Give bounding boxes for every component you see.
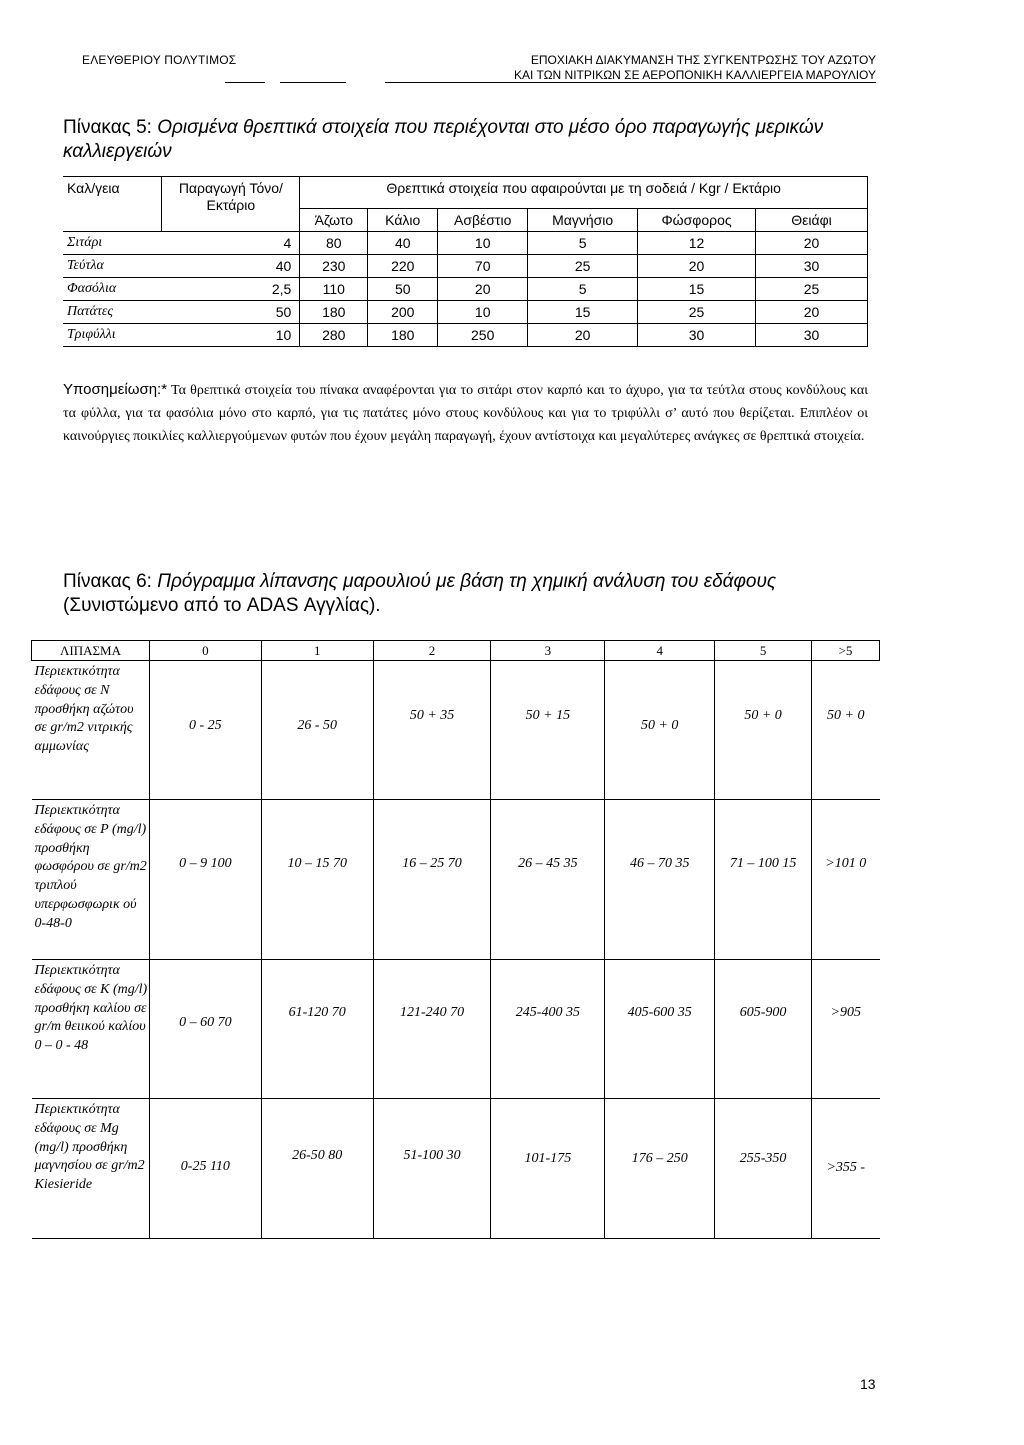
t6-cell: 255-350: [715, 1099, 812, 1239]
t6-cell: 245-400 35: [491, 960, 605, 1099]
t5-cell: 50: [368, 278, 438, 301]
footnote: [63, 378, 868, 448]
t5-cell: 80: [300, 232, 368, 255]
t5-cell: 5: [528, 278, 638, 301]
t5-body: [63, 232, 868, 347]
header-title-line2: ΚΑΙ ΤΩΝ ΝΙΤΡΙΚΩΝ ΣΕ ΑΕΡΟΠΟΝΙΚΗ ΚΑΛΛΙΕΡΓΕΙΑ ΜΑΡΟΥΛΙΟΥ: [514, 68, 876, 82]
table6-title: [63, 570, 893, 618]
table-row: [63, 255, 868, 278]
t6-cell: 0 – 60 70: [149, 960, 261, 1099]
t5-header-nutrient: Φώσφορος: [638, 209, 756, 232]
t5-production: 4: [162, 232, 300, 255]
t6-header-level: 2: [373, 641, 491, 661]
t5-production: 40: [162, 255, 300, 278]
t6-cell: 176 – 250: [605, 1099, 715, 1239]
t5-cell: 230: [300, 255, 368, 278]
t6-header-level: 0: [149, 641, 261, 661]
table6-title-prefix: Πίνακας 6:: [63, 571, 152, 592]
t5-header-crop: Καλ/γεια: [63, 177, 162, 232]
t5-cell: 30: [638, 324, 756, 347]
t5-cell: 15: [638, 278, 756, 301]
t6-header-level: 4: [605, 641, 715, 661]
t5-header-nutrient: Θειάφι: [756, 209, 868, 232]
header-title: [440, 53, 876, 83]
t6-header-fertilizer: ΛΙΠΑΣΜΑ: [32, 641, 150, 661]
t6-row-label: Περιεκτικότητα εδάφους σε P (mg/l) προσθήκη φωσφόρου σε gr/m2 τριπλού υπερφωσφωρικ ού 0-48-0: [32, 800, 150, 960]
t6-cell: 10 – 15 70: [261, 800, 373, 960]
t6-header-level: >5: [812, 641, 880, 661]
t6-cell: 121-240 70: [373, 960, 491, 1099]
t6-header-level: 3: [491, 641, 605, 661]
footnote-text: Τα θρεπτικά στοιχεία του πίνακα αναφέρονται για το σιτάρι στον καρπό και το άχυρο, για τα τεύτλα στους κονδύλους και τα φύλλα, για τα φασόλια μόνο στο καρπό, για τις πατάτες μόνο στους κονδύλους και για το τριφύλλι σ’ αυτό που θερίζεται. Επιπλέον οι καινούργιες ποικιλίες καλλιεργούμενων φυτών που έχουν μεγάλη παραγωγή, έχουν αντίστοιχα και μεγαλύτερες ανάγκες σε θρεπτικά στοιχεία.: [63, 383, 869, 444]
t6-header-level: 1: [261, 641, 373, 661]
t5-cell: 180: [368, 324, 438, 347]
t6-cell: 0 – 9 100: [149, 800, 261, 960]
t6-cell: >101 0: [812, 800, 880, 960]
t5-cell: 10: [438, 301, 528, 324]
t5-crop: Πατάτες: [67, 304, 114, 319]
t5-cell: 15: [528, 301, 638, 324]
t6-row-label: Περιεκτικότητα εδάφους σε Mg (mg/l) προσθήκη μαγνησίου σε gr/m2 Kiesieride: [32, 1099, 150, 1239]
header-author: ΕΛΕΥΘΕΡΙΟΥ ΠΟΛΥΤΙΜΟΣ: [82, 53, 237, 67]
t6-cell: 50 + 0: [605, 661, 715, 800]
table-row: [32, 960, 880, 1099]
t5-cell: 220: [368, 255, 438, 278]
t6-cell: 26-50 80: [261, 1099, 373, 1239]
t5-header-nutrient: Άζωτο: [300, 209, 368, 232]
t6-cell: >905: [812, 960, 880, 1099]
t5-cell: 30: [756, 324, 868, 347]
header-title-line1: ΕΠΟΧΙΑΚΗ ΔΙΑΚΥΜΑΝΣΗ ΤΗΣ ΣΥΓΚΕΝΤΡΩΣΗΣ ΤΟΥ ΑΖΩΤΟΥ: [530, 53, 876, 67]
t5-cell: 12: [638, 232, 756, 255]
t6-header-level: 5: [715, 641, 812, 661]
fertilization-table: [31, 640, 880, 1239]
table6-title-line2: (Συνιστώμενο από το ADAS Αγγλίας).: [63, 595, 381, 616]
t5-cell: 25: [756, 278, 868, 301]
t5-cell: 250: [438, 324, 528, 347]
t6-cell: 26 – 45 35: [491, 800, 605, 960]
table-row: [63, 324, 868, 347]
t6-cell: 405-600 35: [605, 960, 715, 1099]
t5-crop: Τριφύλλι: [67, 327, 116, 342]
t5-crop: Φασόλια: [67, 281, 117, 296]
table-header-row: [32, 641, 880, 661]
t5-header-nutrient: Κάλιο: [368, 209, 438, 232]
t6-cell: 50 + 15: [491, 661, 605, 800]
page-number: 13: [860, 1376, 876, 1392]
t5-cell: 20: [756, 232, 868, 255]
t5-cell: 110: [300, 278, 368, 301]
t5-cell: 20: [528, 324, 638, 347]
t6-cell: 50 + 35: [373, 661, 491, 800]
t5-production: 10: [162, 324, 300, 347]
t5-cell: 10: [438, 232, 528, 255]
t5-header-nutrient: Ασβέστιο: [438, 209, 528, 232]
t6-cell: 51-100 30: [373, 1099, 491, 1239]
t6-cell: 26 - 50: [261, 661, 373, 800]
t5-header-production: Παραγωγή Τόνο/ Εκτάριο: [162, 177, 300, 232]
table-row: [32, 800, 880, 960]
t5-crop: Τεύτλα: [67, 258, 104, 273]
t6-row-label: Περιεκτικότητα εδάφους σε Κ (mg/l) προσθήκη καλίου σε gr/m θειικού καλίου 0 – 0 - 48: [32, 960, 150, 1099]
t5-cell: 70: [438, 255, 528, 278]
t6-row-label: Περιεκτικότητα εδάφους σε Ν προσθήκη αζώτου σε gr/m2 νιτρικής αμμωνίας: [32, 661, 150, 800]
t6-cell: 61-120 70: [261, 960, 373, 1099]
t6-cell: 101-175: [491, 1099, 605, 1239]
t5-production: 50: [162, 301, 300, 324]
t5-cell: 25: [528, 255, 638, 278]
t5-cell: 180: [300, 301, 368, 324]
t6-cell: 0 - 25: [149, 661, 261, 800]
t5-header-nutrient: Μαγνήσιο: [528, 209, 638, 232]
t5-cell: 20: [438, 278, 528, 301]
t5-cell: 40: [368, 232, 438, 255]
t5-cell: 25: [638, 301, 756, 324]
table5-title-prefix: Πίνακας 5:: [63, 117, 152, 138]
t6-cell: 0-25 110: [149, 1099, 261, 1239]
t6-cell: 71 – 100 15: [715, 800, 812, 960]
table-row: [63, 278, 868, 301]
t6-cell: 16 – 25 70: [373, 800, 491, 960]
table-row: [32, 1099, 880, 1239]
t6-cell: 605-900: [715, 960, 812, 1099]
t5-production: 2,5: [162, 278, 300, 301]
t6-cell: 46 – 70 35: [605, 800, 715, 960]
t6-cell: 50 + 0: [812, 661, 880, 800]
nutrients-table: [63, 176, 868, 347]
footnote-label: Υποσημείωση:*: [63, 381, 168, 398]
t5-cell: 280: [300, 324, 368, 347]
table5-title: [63, 116, 893, 164]
t5-cell: 20: [638, 255, 756, 278]
t5-crop: Σιτάρι: [67, 235, 103, 250]
table-row: [63, 301, 868, 324]
header-underline: [225, 82, 876, 84]
table-row: [63, 232, 868, 255]
table6-title-text: Πρόγραμμα λίπανσης μαρουλιού με βάση τη χημική ανάλυση του εδάφους: [157, 571, 777, 592]
t5-cell: 30: [756, 255, 868, 278]
t5-cell: 200: [368, 301, 438, 324]
table-row: [32, 661, 880, 800]
table5-title-text: Ορισμένα θρεπτικά στοιχεία που περιέχονται στο μέσο όρο παραγωγής μερικών καλλιεργειών: [63, 117, 824, 162]
t6-cell: >355 -: [812, 1099, 880, 1239]
t6-cell: 50 + 0: [715, 661, 812, 800]
t5-cell: 5: [528, 232, 638, 255]
t5-cell: 20: [756, 301, 868, 324]
t5-header-group: Θρεπτικά στοιχεία που αφαιρούνται με τη σοδειά / Kgr / Εκτάριο: [300, 177, 868, 209]
